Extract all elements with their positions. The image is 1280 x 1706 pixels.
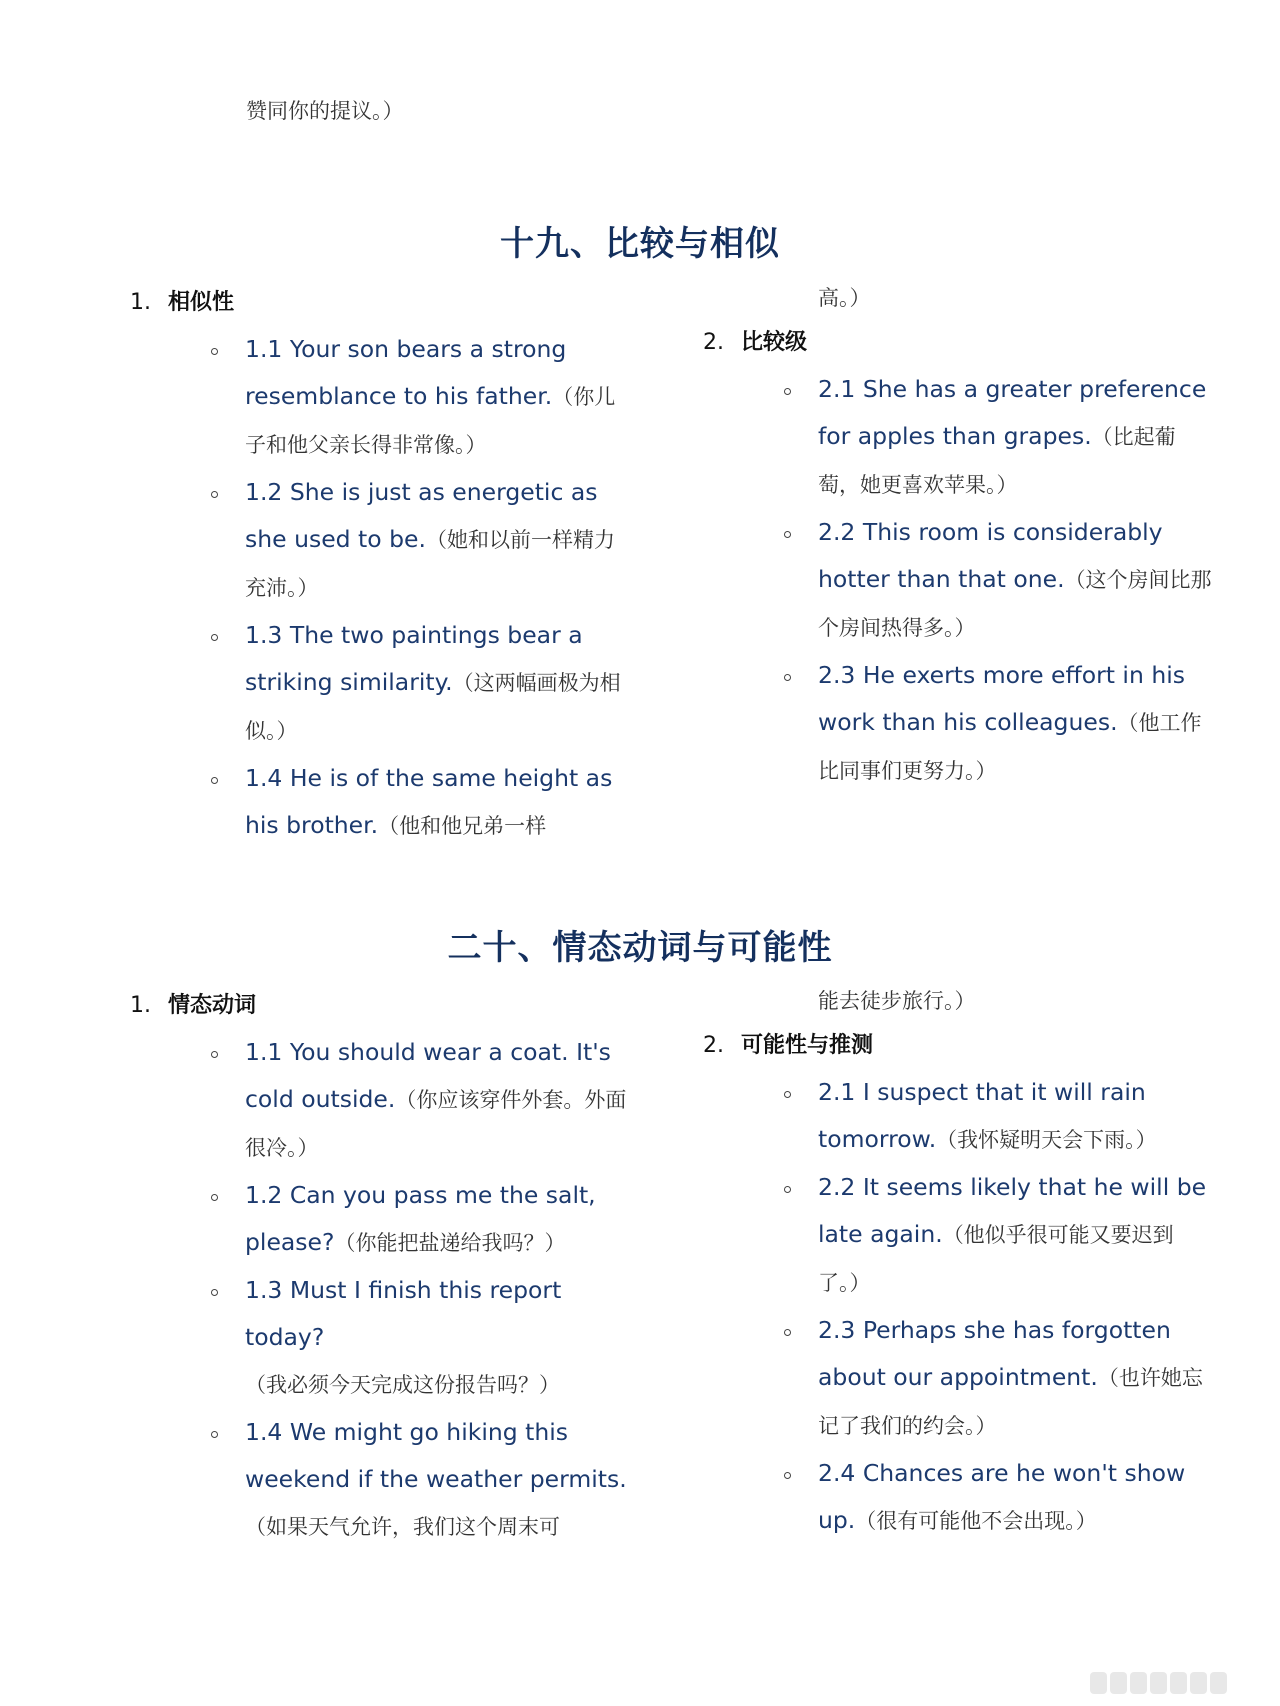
left-column (130, 280, 630, 850)
carryover-text: 赞同你的提议。） (246, 99, 404, 123)
english-sentence: 1.4 He is of the same height as his brother. (245, 764, 613, 839)
section-title: 二十、情态动词与可能性 (447, 928, 833, 968)
bullet-circle-icon (211, 777, 218, 784)
bullet-circle-icon (784, 1091, 791, 1098)
chinese-translation: （你儿子和他父亲长得非常像。） (245, 385, 616, 457)
chinese-translation: （我怀疑明天会下雨。） (936, 1128, 1157, 1152)
bullet-circle-icon (211, 1289, 218, 1296)
chinese-translation: （这两幅画极为相似。） (245, 671, 621, 743)
list-item (130, 1172, 630, 1267)
chinese-translation: （他工作比同事们更努力。） (818, 711, 1202, 783)
list-item (703, 1164, 1213, 1307)
english-sentence: 2.3 He exerts more effort in his work than his colleagues. (818, 661, 1185, 736)
bullet-circle-icon (784, 674, 791, 681)
bullet-circle-icon (211, 1194, 218, 1201)
list-item (703, 652, 1213, 795)
chinese-translation: （我必须今天完成这份报告吗？） (245, 1373, 560, 1397)
list-heading (130, 983, 630, 1029)
english-sentence: 1.2 Can you pass me the salt, please? (245, 1181, 596, 1256)
chinese-translation: （比起葡萄，她更喜欢苹果。） (818, 425, 1176, 497)
list-item (130, 1029, 630, 1172)
english-sentence: 2.1 I suspect that it will rain tomorrow. (818, 1078, 1146, 1153)
bullet-circle-icon (211, 634, 218, 641)
bullet-circle-icon (784, 1472, 791, 1479)
list-heading (703, 1023, 1213, 1069)
chinese-translation: （这个房间比那个房间热得多。） (818, 568, 1212, 640)
list-number: 2. (703, 330, 724, 355)
english-sentence: 2.1 She has a greater preference for apples than grapes. (818, 375, 1207, 450)
list-item (130, 1409, 630, 1551)
list-item (703, 1069, 1213, 1164)
bullet-circle-icon (784, 388, 791, 395)
bullet-circle-icon (784, 1329, 791, 1336)
heading-label: 比较级 (741, 330, 808, 355)
list-heading (703, 320, 1213, 366)
chinese-translation: （你应该穿件外套。外面很冷。） (245, 1088, 627, 1160)
carryover-text: 能去徒步旅行。） (818, 989, 976, 1013)
list-item (130, 612, 630, 755)
bullet-circle-icon (211, 1431, 218, 1438)
list-number: 1. (130, 993, 151, 1018)
list-item (130, 755, 630, 850)
chinese-translation: （如果天气允许，我们这个周末可 (245, 1515, 560, 1539)
english-sentence: 2.4 Chances are he won't show up. (818, 1459, 1186, 1534)
left-column (130, 983, 630, 1551)
chinese-translation: （他和他兄弟一样 (378, 814, 547, 838)
english-sentence: 2.2 This room is considerably hotter than that one. (818, 518, 1163, 593)
list-item (703, 1307, 1213, 1450)
bullet-circle-icon (784, 531, 791, 538)
list-heading (130, 280, 630, 326)
chinese-translation: （也许她忘记了我们的约会。） (818, 1366, 1203, 1438)
right-column (703, 979, 1213, 1545)
watermark (1090, 1670, 1240, 1696)
english-sentence: 2.3 Perhaps she has forgotten about our appointment. (818, 1316, 1171, 1391)
list-item (130, 326, 630, 469)
bullet-circle-icon (211, 1051, 218, 1058)
english-sentence: 1.1 Your son bears a strong resemblance to his father. (245, 335, 567, 410)
heading-label: 可能性与推测 (741, 1033, 874, 1058)
heading-label: 相似性 (168, 290, 235, 315)
list-item (703, 366, 1213, 509)
english-sentence: 1.4 We might go hiking this weekend if the weather permits. (245, 1418, 627, 1493)
english-sentence: 1.3 Must I finish this report today? (245, 1276, 562, 1351)
bullet-circle-icon (784, 1186, 791, 1193)
list-item (703, 509, 1213, 652)
list-item (130, 469, 630, 612)
english-sentence: 2.2 It seems likely that he will be late again. (818, 1173, 1207, 1248)
list-number: 2. (703, 1033, 724, 1058)
list-number: 1. (130, 290, 151, 315)
list-item (703, 1450, 1213, 1545)
right-column (703, 276, 1213, 795)
bullet-circle-icon (211, 348, 218, 355)
chinese-translation: （他似乎很可能又要迟到了。） (818, 1223, 1174, 1295)
bullet-circle-icon (211, 491, 218, 498)
list-item (130, 1267, 630, 1409)
section-title: 十九、比较与相似 (500, 224, 780, 264)
carryover-text: 高。） (818, 286, 871, 310)
english-sentence: 1.2 She is just as energetic as she used to be. (245, 478, 598, 553)
chinese-translation: （你能把盐递给我吗？） (334, 1231, 566, 1255)
english-sentence: 1.1 You should wear a coat. It's cold outside. (245, 1038, 611, 1113)
chinese-translation: （很有可能他不会出现。） (855, 1509, 1097, 1533)
heading-label: 情态动词 (168, 993, 257, 1018)
english-sentence: 1.3 The two paintings bear a striking similarity. (245, 621, 583, 696)
chinese-translation: （她和以前一样精力充沛。） (245, 528, 615, 600)
